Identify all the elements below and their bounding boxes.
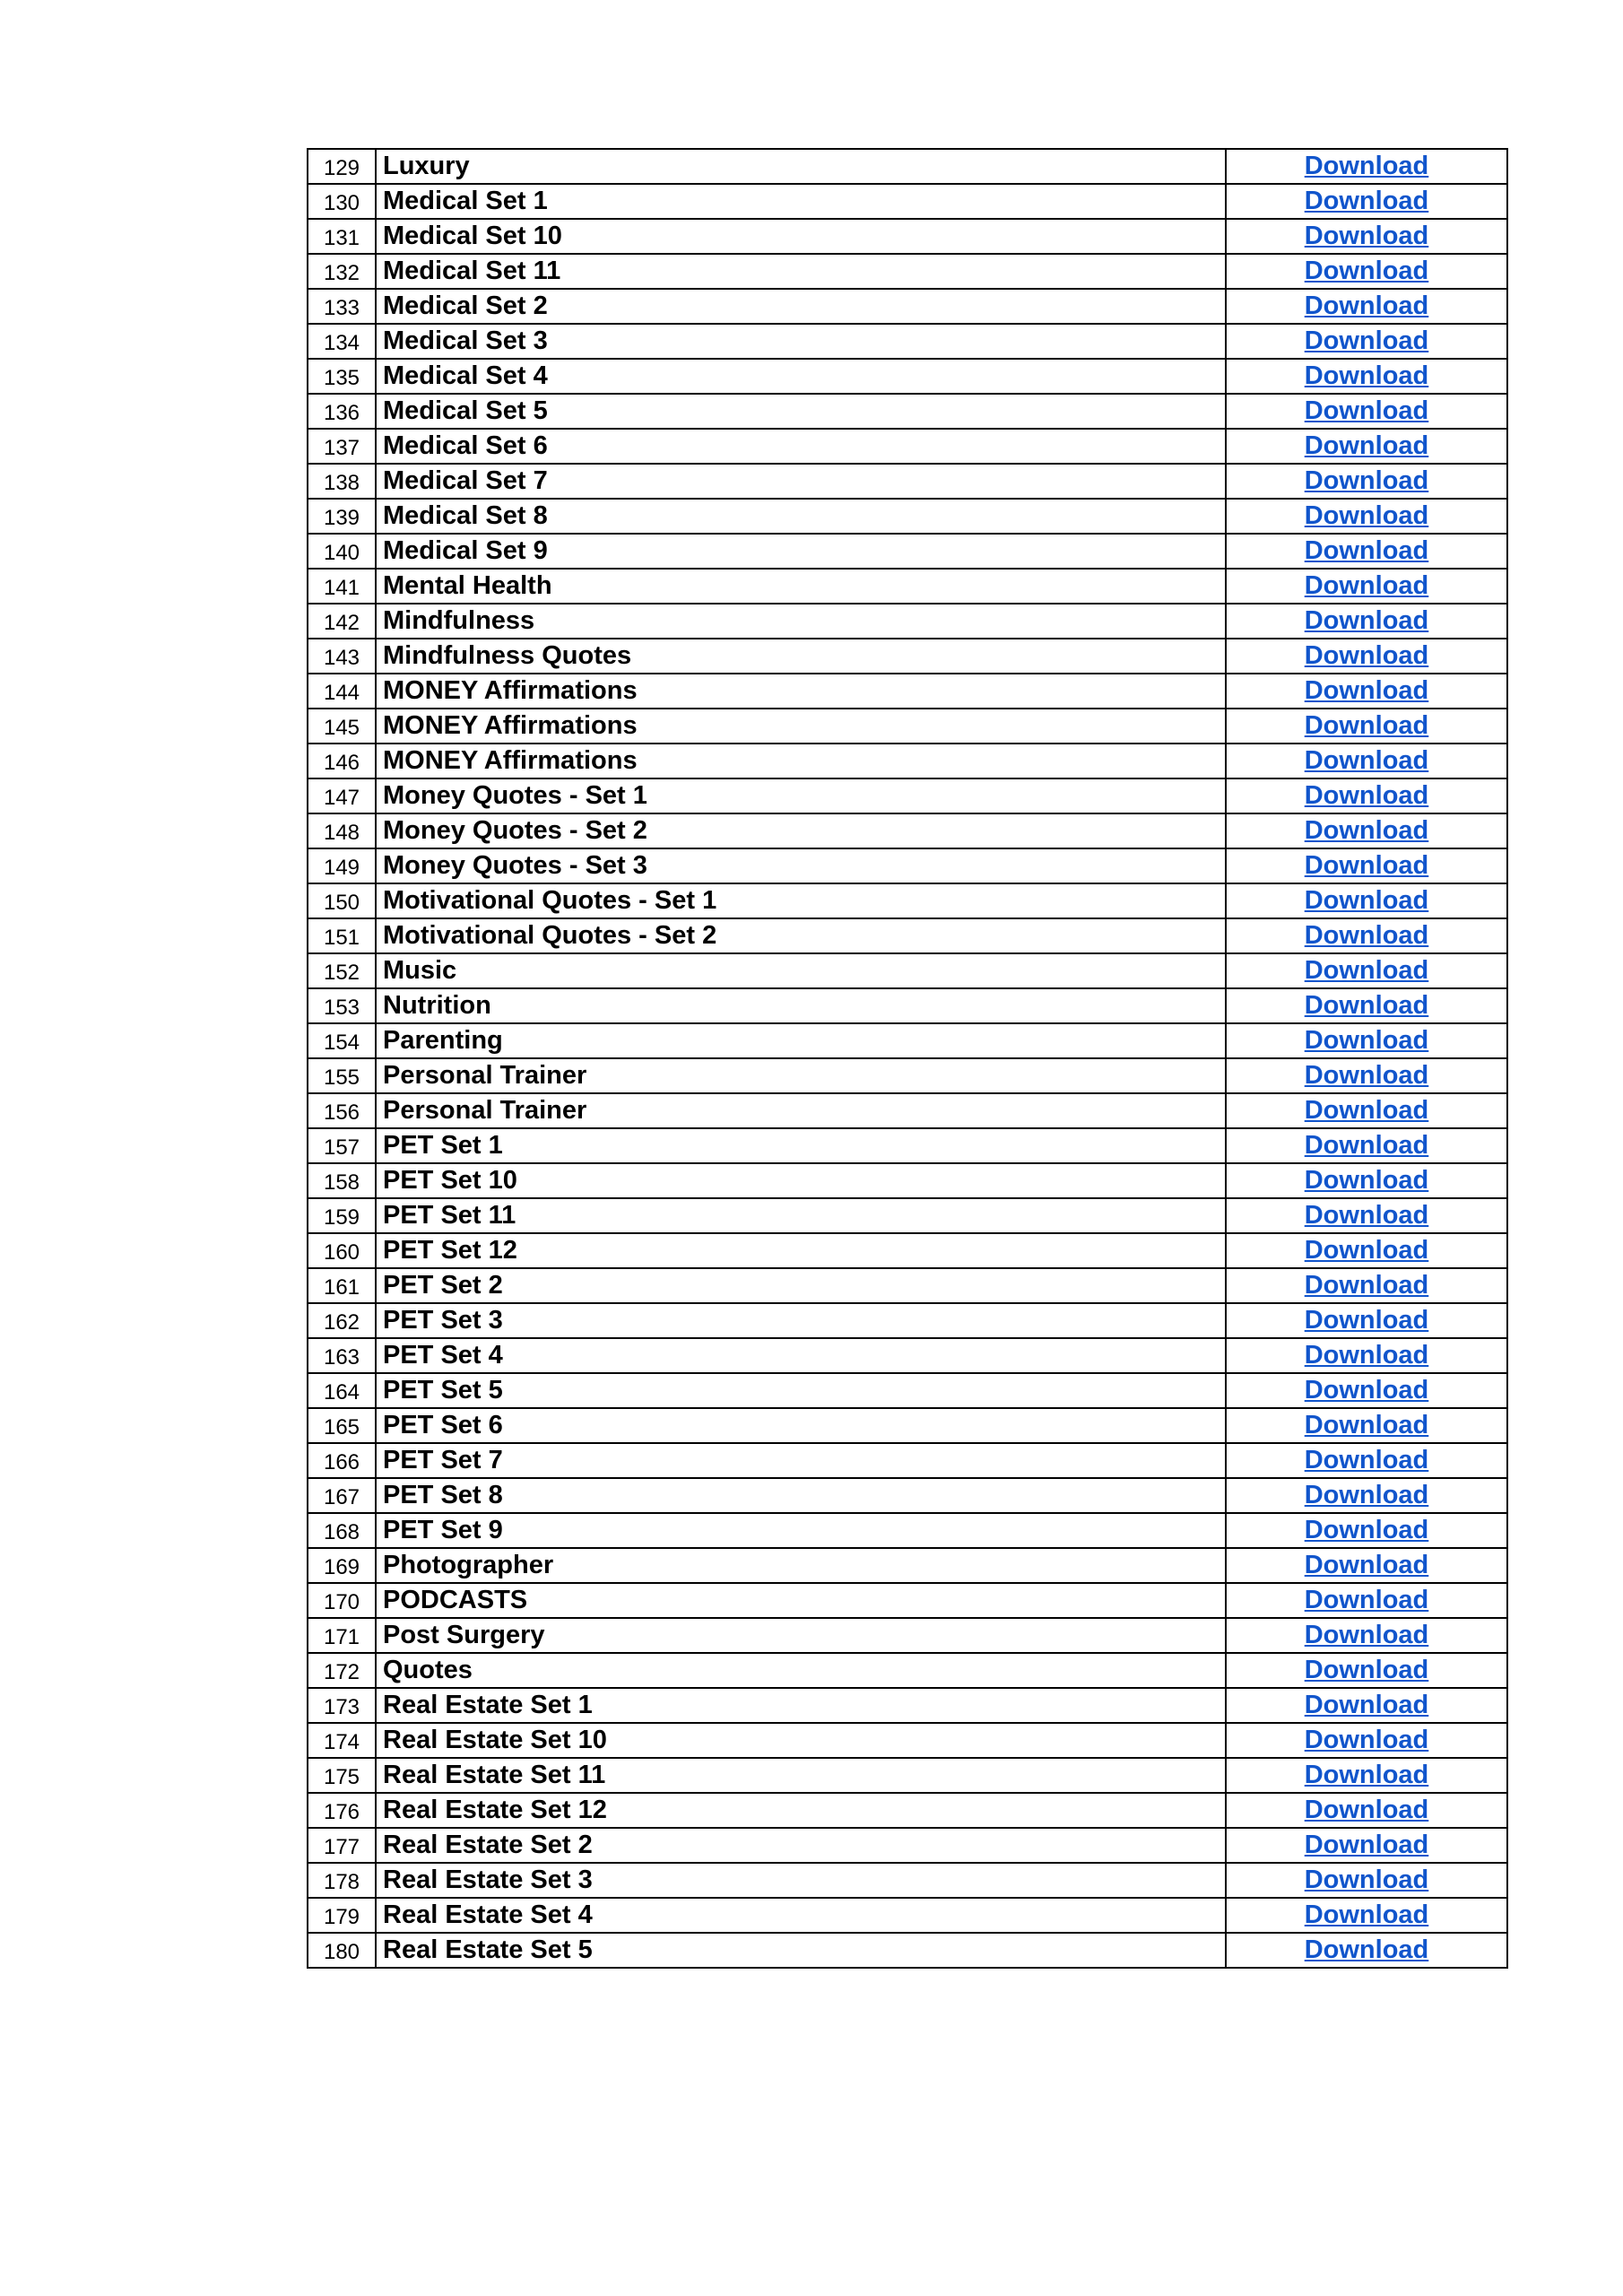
- row-name: Nutrition: [376, 988, 1226, 1023]
- download-link[interactable]: Download: [1304, 466, 1429, 495]
- download-link[interactable]: Download: [1304, 1516, 1429, 1544]
- row-number: 165: [308, 1408, 376, 1443]
- row-number: 146: [308, 744, 376, 778]
- table-row: [308, 674, 1507, 709]
- table-row: [308, 953, 1507, 988]
- table-row: [308, 1408, 1507, 1443]
- table-row: [308, 1023, 1507, 1058]
- row-name: Quotes: [376, 1653, 1226, 1688]
- row-name: Personal Trainer: [376, 1058, 1226, 1093]
- table-row: [308, 149, 1507, 184]
- row-number: 135: [308, 359, 376, 394]
- row-name: Real Estate Set 1: [376, 1688, 1226, 1723]
- download-cell: [1226, 744, 1507, 778]
- table-row: [308, 604, 1507, 639]
- download-cell: [1226, 1793, 1507, 1828]
- row-name: Real Estate Set 11: [376, 1758, 1226, 1793]
- row-name: PET Set 11: [376, 1198, 1226, 1233]
- table-row: [308, 289, 1507, 324]
- row-name: PET Set 12: [376, 1233, 1226, 1268]
- table-row: [308, 744, 1507, 778]
- download-cell: [1226, 604, 1507, 639]
- download-link[interactable]: Download: [1304, 1166, 1429, 1195]
- download-link[interactable]: Download: [1304, 1201, 1429, 1230]
- row-number: 143: [308, 639, 376, 674]
- download-cell: [1226, 1128, 1507, 1163]
- row-number: 139: [308, 499, 376, 534]
- download-cell: [1226, 1758, 1507, 1793]
- row-name: Money Quotes - Set 2: [376, 813, 1226, 848]
- download-cell: [1226, 1163, 1507, 1198]
- row-number: 168: [308, 1513, 376, 1548]
- row-name: Mindfulness: [376, 604, 1226, 639]
- table-row: [308, 1303, 1507, 1338]
- row-name: PET Set 2: [376, 1268, 1226, 1303]
- download-link[interactable]: Download: [1304, 501, 1429, 530]
- download-cell: [1226, 1583, 1507, 1618]
- row-number: 131: [308, 219, 376, 254]
- download-link[interactable]: Download: [1304, 886, 1429, 915]
- download-link[interactable]: Download: [1304, 431, 1429, 460]
- row-number: 170: [308, 1583, 376, 1618]
- table-row: [308, 709, 1507, 744]
- row-name: MONEY Affirmations: [376, 674, 1226, 709]
- download-cell: [1226, 1933, 1507, 1968]
- download-cell: [1226, 1723, 1507, 1758]
- download-cell: [1226, 918, 1507, 953]
- download-link[interactable]: Download: [1304, 571, 1429, 600]
- download-cell: [1226, 1653, 1507, 1688]
- row-number: 155: [308, 1058, 376, 1093]
- download-cell: [1226, 883, 1507, 918]
- download-cell: [1226, 1233, 1507, 1268]
- download-link[interactable]: Download: [1304, 1935, 1429, 1964]
- download-cell: [1226, 709, 1507, 744]
- table-row: [308, 324, 1507, 359]
- download-link[interactable]: Download: [1304, 1411, 1429, 1439]
- download-cell: [1226, 1058, 1507, 1093]
- table-row: [308, 1933, 1507, 1968]
- row-number: 160: [308, 1233, 376, 1268]
- table-row: [308, 1513, 1507, 1548]
- row-number: 158: [308, 1163, 376, 1198]
- download-link[interactable]: Download: [1304, 606, 1429, 635]
- download-link[interactable]: Download: [1304, 1761, 1429, 1789]
- row-name: Real Estate Set 12: [376, 1793, 1226, 1828]
- row-number: 157: [308, 1128, 376, 1163]
- row-name: Real Estate Set 3: [376, 1863, 1226, 1898]
- row-number: 176: [308, 1793, 376, 1828]
- download-cell: [1226, 1303, 1507, 1338]
- download-cell: [1226, 359, 1507, 394]
- row-name: Medical Set 10: [376, 219, 1226, 254]
- row-name: MONEY Affirmations: [376, 709, 1226, 744]
- row-name: PET Set 10: [376, 1163, 1226, 1198]
- download-link[interactable]: Download: [1304, 1341, 1429, 1370]
- table-row: [308, 184, 1507, 219]
- table-row: [308, 1338, 1507, 1373]
- row-name: Mindfulness Quotes: [376, 639, 1226, 674]
- row-name: MONEY Affirmations: [376, 744, 1226, 778]
- row-name: Motivational Quotes - Set 1: [376, 883, 1226, 918]
- download-link[interactable]: Download: [1304, 396, 1429, 425]
- download-cell: [1226, 1863, 1507, 1898]
- table-row: [308, 1653, 1507, 1688]
- table-row: [308, 1898, 1507, 1933]
- row-name: PET Set 8: [376, 1478, 1226, 1513]
- table-row: [308, 639, 1507, 674]
- row-name: Medical Set 5: [376, 394, 1226, 429]
- download-link[interactable]: Download: [1304, 956, 1429, 985]
- download-link[interactable]: Download: [1304, 1481, 1429, 1509]
- row-name: PET Set 5: [376, 1373, 1226, 1408]
- row-number: 163: [308, 1338, 376, 1373]
- download-cell: [1226, 1688, 1507, 1723]
- table-row: [308, 219, 1507, 254]
- table-row: [308, 1758, 1507, 1793]
- download-link[interactable]: Download: [1304, 1726, 1429, 1754]
- row-number: 156: [308, 1093, 376, 1128]
- download-table: [307, 148, 1508, 1969]
- download-link[interactable]: Download: [1304, 1621, 1429, 1649]
- row-number: 164: [308, 1373, 376, 1408]
- table-row: [308, 988, 1507, 1023]
- download-cell: [1226, 674, 1507, 709]
- download-link[interactable]: Download: [1304, 746, 1429, 775]
- download-link[interactable]: Download: [1304, 1551, 1429, 1579]
- table-row: [308, 1688, 1507, 1723]
- download-cell: [1226, 534, 1507, 569]
- download-link[interactable]: Download: [1304, 1866, 1429, 1894]
- download-cell: [1226, 149, 1507, 184]
- download-link[interactable]: Download: [1304, 257, 1429, 285]
- row-name: Luxury: [376, 149, 1226, 184]
- table-row: [308, 1128, 1507, 1163]
- table-row: [308, 534, 1507, 569]
- download-link[interactable]: Download: [1304, 1096, 1429, 1125]
- download-link[interactable]: Download: [1304, 291, 1429, 320]
- row-number: 178: [308, 1863, 376, 1898]
- row-number: 142: [308, 604, 376, 639]
- row-number: 180: [308, 1933, 376, 1968]
- download-link[interactable]: Download: [1304, 921, 1429, 950]
- row-name: Post Surgery: [376, 1618, 1226, 1653]
- download-link[interactable]: Download: [1304, 641, 1429, 670]
- row-number: 159: [308, 1198, 376, 1233]
- download-cell: [1226, 1268, 1507, 1303]
- row-name: Real Estate Set 2: [376, 1828, 1226, 1863]
- row-number: 138: [308, 464, 376, 499]
- row-name: Medical Set 3: [376, 324, 1226, 359]
- table-row: [308, 254, 1507, 289]
- table-row: [308, 1548, 1507, 1583]
- download-cell: [1226, 569, 1507, 604]
- row-number: 177: [308, 1828, 376, 1863]
- row-name: Parenting: [376, 1023, 1226, 1058]
- download-link[interactable]: Download: [1304, 1271, 1429, 1300]
- download-link[interactable]: Download: [1304, 851, 1429, 880]
- table-row: [308, 778, 1507, 813]
- row-number: 148: [308, 813, 376, 848]
- row-number: 152: [308, 953, 376, 988]
- row-name: Medical Set 1: [376, 184, 1226, 219]
- download-link[interactable]: Download: [1304, 1656, 1429, 1684]
- download-cell: [1226, 1618, 1507, 1653]
- row-number: 166: [308, 1443, 376, 1478]
- table-row: [308, 1583, 1507, 1618]
- row-name: Medical Set 11: [376, 254, 1226, 289]
- download-cell: [1226, 324, 1507, 359]
- download-link[interactable]: Download: [1304, 152, 1429, 180]
- table-row: [308, 848, 1507, 883]
- row-number: 133: [308, 289, 376, 324]
- row-name: Personal Trainer: [376, 1093, 1226, 1128]
- download-cell: [1226, 184, 1507, 219]
- row-number: 147: [308, 778, 376, 813]
- row-name: Medical Set 7: [376, 464, 1226, 499]
- download-link[interactable]: Download: [1304, 536, 1429, 565]
- download-link[interactable]: Download: [1304, 1061, 1429, 1090]
- download-link[interactable]: Download: [1304, 1376, 1429, 1405]
- row-number: 137: [308, 429, 376, 464]
- download-link[interactable]: Download: [1304, 1026, 1429, 1055]
- row-number: 172: [308, 1653, 376, 1688]
- row-number: 153: [308, 988, 376, 1023]
- row-name: PET Set 3: [376, 1303, 1226, 1338]
- download-link[interactable]: Download: [1304, 1796, 1429, 1824]
- download-link[interactable]: Download: [1304, 676, 1429, 705]
- table-row: [308, 569, 1507, 604]
- row-name: Medical Set 2: [376, 289, 1226, 324]
- download-cell: [1226, 429, 1507, 464]
- download-cell: [1226, 1198, 1507, 1233]
- row-number: 174: [308, 1723, 376, 1758]
- download-cell: [1226, 254, 1507, 289]
- download-cell: [1226, 1093, 1507, 1128]
- download-cell: [1226, 639, 1507, 674]
- download-cell: [1226, 813, 1507, 848]
- row-number: 171: [308, 1618, 376, 1653]
- row-name: Medical Set 9: [376, 534, 1226, 569]
- download-cell: [1226, 499, 1507, 534]
- row-name: Medical Set 4: [376, 359, 1226, 394]
- row-name: PET Set 6: [376, 1408, 1226, 1443]
- row-name: Music: [376, 953, 1226, 988]
- table-row: [308, 1373, 1507, 1408]
- download-cell: [1226, 1338, 1507, 1373]
- table-row: [308, 1268, 1507, 1303]
- row-name: PET Set 4: [376, 1338, 1226, 1373]
- row-name: Motivational Quotes - Set 2: [376, 918, 1226, 953]
- row-number: 167: [308, 1478, 376, 1513]
- download-link[interactable]: Download: [1304, 1446, 1429, 1474]
- download-cell: [1226, 219, 1507, 254]
- row-name: PET Set 9: [376, 1513, 1226, 1548]
- row-number: 144: [308, 674, 376, 709]
- row-name: Medical Set 8: [376, 499, 1226, 534]
- table-row: [308, 1233, 1507, 1268]
- download-cell: [1226, 1548, 1507, 1583]
- download-cell: [1226, 1898, 1507, 1933]
- table-row: [308, 1443, 1507, 1478]
- row-name: Real Estate Set 10: [376, 1723, 1226, 1758]
- row-number: 130: [308, 184, 376, 219]
- download-link[interactable]: Download: [1304, 222, 1429, 250]
- download-link[interactable]: Download: [1304, 781, 1429, 810]
- row-number: 136: [308, 394, 376, 429]
- table-row: [308, 918, 1507, 953]
- table-row: [308, 883, 1507, 918]
- download-link[interactable]: Download: [1304, 187, 1429, 215]
- download-cell: [1226, 394, 1507, 429]
- download-cell: [1226, 1513, 1507, 1548]
- table-row: [308, 1618, 1507, 1653]
- download-cell: [1226, 289, 1507, 324]
- download-link[interactable]: Download: [1304, 1691, 1429, 1719]
- download-cell: [1226, 953, 1507, 988]
- download-cell: [1226, 1408, 1507, 1443]
- table-row: [308, 813, 1507, 848]
- row-name: Medical Set 6: [376, 429, 1226, 464]
- row-name: Money Quotes - Set 3: [376, 848, 1226, 883]
- row-number: 150: [308, 883, 376, 918]
- download-cell: [1226, 464, 1507, 499]
- download-cell: [1226, 848, 1507, 883]
- download-cell: [1226, 1443, 1507, 1478]
- row-name: Photographer: [376, 1548, 1226, 1583]
- download-link[interactable]: Download: [1304, 1831, 1429, 1859]
- row-name: Mental Health: [376, 569, 1226, 604]
- table-row: [308, 1093, 1507, 1128]
- row-number: 162: [308, 1303, 376, 1338]
- table-row: [308, 499, 1507, 534]
- table-row: [308, 394, 1507, 429]
- row-number: 129: [308, 149, 376, 184]
- table-body: [308, 149, 1507, 1968]
- download-cell: [1226, 1023, 1507, 1058]
- table-row: [308, 464, 1507, 499]
- table-row: [308, 1723, 1507, 1758]
- row-name: PET Set 7: [376, 1443, 1226, 1478]
- download-link[interactable]: Download: [1304, 326, 1429, 355]
- row-name: Real Estate Set 4: [376, 1898, 1226, 1933]
- download-link[interactable]: Download: [1304, 361, 1429, 390]
- download-cell: [1226, 1373, 1507, 1408]
- download-cell: [1226, 1828, 1507, 1863]
- download-link[interactable]: Download: [1304, 1131, 1429, 1160]
- row-number: 149: [308, 848, 376, 883]
- row-name: Real Estate Set 5: [376, 1933, 1226, 1968]
- download-link[interactable]: Download: [1304, 1236, 1429, 1265]
- row-number: 169: [308, 1548, 376, 1583]
- row-number: 134: [308, 324, 376, 359]
- download-link[interactable]: Download: [1304, 1900, 1429, 1929]
- row-number: 175: [308, 1758, 376, 1793]
- row-number: 179: [308, 1898, 376, 1933]
- row-name: PODCASTS: [376, 1583, 1226, 1618]
- row-number: 132: [308, 254, 376, 289]
- row-number: 140: [308, 534, 376, 569]
- row-name: PET Set 1: [376, 1128, 1226, 1163]
- table-row: [308, 1863, 1507, 1898]
- download-cell: [1226, 988, 1507, 1023]
- table-row: [308, 1058, 1507, 1093]
- row-number: 145: [308, 709, 376, 744]
- download-cell: [1226, 778, 1507, 813]
- row-number: 151: [308, 918, 376, 953]
- table-row: [308, 1163, 1507, 1198]
- table-row: [308, 1828, 1507, 1863]
- table-row: [308, 429, 1507, 464]
- table-row: [308, 1478, 1507, 1513]
- download-cell: [1226, 1478, 1507, 1513]
- download-link[interactable]: Download: [1304, 991, 1429, 1020]
- table-row: [308, 1793, 1507, 1828]
- download-link[interactable]: Download: [1304, 816, 1429, 845]
- download-link[interactable]: Download: [1304, 1306, 1429, 1335]
- row-number: 173: [308, 1688, 376, 1723]
- table-row: [308, 1198, 1507, 1233]
- download-link[interactable]: Download: [1304, 711, 1429, 740]
- table-row: [308, 359, 1507, 394]
- row-name: Money Quotes - Set 1: [376, 778, 1226, 813]
- row-number: 154: [308, 1023, 376, 1058]
- row-number: 161: [308, 1268, 376, 1303]
- row-number: 141: [308, 569, 376, 604]
- download-link[interactable]: Download: [1304, 1586, 1429, 1614]
